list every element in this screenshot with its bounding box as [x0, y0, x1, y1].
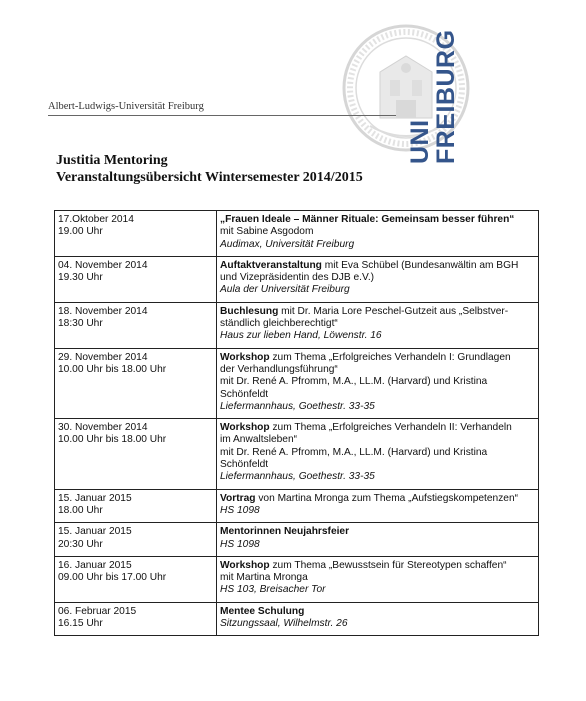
- event-heading: [220, 352, 535, 364]
- event-detail-line: Schönfeldt: [220, 388, 269, 400]
- event-location: Liefermannhaus, Goethestr. 33-35: [220, 400, 375, 412]
- event-heading: [220, 493, 535, 505]
- event-details-cell: [217, 348, 539, 418]
- event-details-cell: [217, 302, 539, 348]
- event-heading: [220, 306, 535, 318]
- event-time: 10.00 Uhr bis 18.00 Uhr: [58, 363, 167, 375]
- event-time: 16.15 Uhr: [58, 618, 103, 630]
- event-detail-line: ständlich gleichberechtigt“: [220, 318, 338, 330]
- event-row: [55, 602, 539, 636]
- event-title-rest: zum Thema „Bewusstsein für Stereotypen schaffen“: [269, 559, 507, 571]
- title-line-2: Veranstaltungsübersicht Wintersemester 2014/2015: [56, 170, 363, 185]
- event-title-rest: mit Eva Schübel (Bundesanwältin am BGH: [321, 259, 519, 271]
- event-location: HS 103, Breisacher Tor: [220, 584, 326, 596]
- event-date: 30. November 2014: [58, 422, 148, 434]
- event-title-rest: zum Thema „Erfolgreiches Verhandeln II: Verhandeln: [269, 422, 512, 434]
- event-title-rest: von Martina Mronga zum Thema „Aufstiegskompetenzen“: [255, 492, 519, 504]
- event-heading: [220, 422, 535, 434]
- event-title: Mentee Schulung: [220, 605, 305, 617]
- uni-freiburg-logo: [406, 29, 460, 164]
- event-date: 06. Februar 2015: [58, 605, 137, 617]
- event-row: [55, 256, 539, 302]
- event-datetime-cell: [55, 348, 217, 418]
- event-heading: [220, 214, 535, 226]
- logo-uni-text: UNI: [406, 119, 434, 164]
- event-title: Workshop: [220, 422, 270, 434]
- event-title: „Frauen Ideale – Männer Rituale: Gemeinsam besser führen“: [220, 214, 515, 225]
- event-detail-line: mit Sabine Asgodom: [220, 226, 314, 238]
- event-row: [55, 211, 539, 257]
- event-datetime-cell: [55, 256, 217, 302]
- header-divider: [48, 115, 396, 116]
- event-time: 10.00 Uhr bis 18.00 Uhr: [58, 434, 167, 446]
- event-title: Auftaktveranstaltung: [220, 259, 322, 271]
- event-datetime-cell: [55, 302, 217, 348]
- event-location: HS 1098: [220, 504, 260, 516]
- event-datetime-cell: [55, 556, 217, 602]
- university-name: Albert-Ludwigs-Universität Freiburg: [48, 101, 204, 112]
- events-table: [54, 210, 539, 636]
- event-detail-line: der Verhandlungsführung“: [220, 363, 338, 375]
- event-detail-line: Schönfeldt: [220, 459, 269, 471]
- event-time: 20:30 Uhr: [58, 538, 103, 550]
- event-detail-line: mit Dr. René A. Pfromm, M.A., LL.M. (Harvard) und Kristina: [220, 376, 488, 388]
- event-details-cell: [217, 523, 539, 557]
- event-time: 18.00 Uhr: [58, 504, 103, 516]
- event-date: 16. Januar 2015: [58, 559, 132, 571]
- event-detail-line: und Vizepräsidentin des DJB e.V.): [220, 272, 375, 284]
- event-date: 15. Januar 2015: [58, 492, 132, 504]
- event-datetime-cell: [55, 211, 217, 257]
- event-title-rest: mit Dr. Maria Lore Peschel-Gutzeit aus „Selbstver-: [278, 305, 509, 317]
- event-time: 09.00 Uhr bis 17.00 Uhr: [58, 572, 167, 584]
- event-title: Workshop: [220, 351, 270, 363]
- event-datetime-cell: [55, 523, 217, 557]
- event-location: Haus zur lieben Hand, Löwenstr. 16: [220, 330, 382, 342]
- event-location: HS 1098: [220, 538, 260, 550]
- event-row: [55, 302, 539, 348]
- event-heading: [220, 560, 535, 572]
- event-title: Vortrag: [220, 492, 256, 504]
- event-title: Buchlesung: [220, 305, 279, 317]
- event-date: 04. November 2014: [58, 259, 148, 271]
- title-line-1: Justitia Mentoring: [56, 153, 168, 168]
- event-row: [55, 489, 539, 523]
- event-time: 19.30 Uhr: [58, 272, 103, 284]
- event-details-cell: [217, 419, 539, 489]
- event-details-cell: [217, 602, 539, 636]
- event-row: [55, 348, 539, 418]
- event-detail-line: im Anwaltsleben“: [220, 434, 298, 446]
- event-heading: [220, 260, 535, 272]
- event-row: [55, 419, 539, 489]
- event-date: 17.Oktober 2014: [58, 214, 134, 225]
- event-details-cell: [217, 211, 539, 257]
- event-heading: [220, 606, 535, 618]
- event-location: Sitzungssaal, Wilhelmstr. 26: [220, 618, 348, 630]
- event-datetime-cell: [55, 419, 217, 489]
- event-title: Mentorinnen Neujahrsfeier: [220, 526, 350, 538]
- event-row: [55, 523, 539, 557]
- event-details-cell: [217, 256, 539, 302]
- event-heading: [220, 526, 535, 538]
- event-title: Workshop: [220, 559, 270, 571]
- event-location: Aula der Universität Freiburg: [220, 284, 350, 296]
- event-datetime-cell: [55, 602, 217, 636]
- event-detail-line: mit Martina Mronga: [220, 572, 308, 584]
- event-date: 18. November 2014: [58, 305, 148, 317]
- logo-freiburg-text: FREIBURG: [432, 29, 460, 164]
- document-title: [56, 152, 363, 186]
- event-title-rest: zum Thema „Erfolgreiches Verhandeln I: Grundlagen: [269, 351, 511, 363]
- event-time: 18:30 Uhr: [58, 318, 103, 330]
- event-details-cell: [217, 556, 539, 602]
- event-details-cell: [217, 489, 539, 523]
- event-detail-line: mit Dr. René A. Pfromm, M.A., LL.M. (Harvard) und Kristina: [220, 446, 488, 458]
- event-row: [55, 556, 539, 602]
- event-location: Audimax, Universität Freiburg: [220, 238, 355, 250]
- event-datetime-cell: [55, 489, 217, 523]
- event-date: 15. Januar 2015: [58, 526, 132, 538]
- event-location: Liefermannhaus, Goethestr. 33-35: [220, 471, 375, 483]
- event-time: 19.00 Uhr: [58, 226, 103, 238]
- event-date: 29. November 2014: [58, 351, 148, 363]
